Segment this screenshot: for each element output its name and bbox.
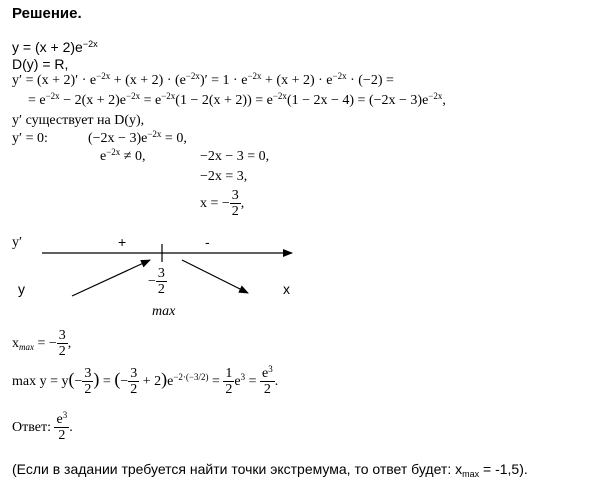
xmax-b: = − (34, 336, 57, 352)
answer-num (54, 412, 69, 428)
answer-base: e (56, 412, 63, 427)
note-sub: max (462, 469, 480, 479)
maxy-e-exp: −2·(−3/2) (173, 372, 209, 383)
d2-c: = e (140, 93, 162, 108)
d2-b: − 2(x + 2)e (59, 93, 127, 108)
zero-equation-3: −2x = 3, (200, 169, 248, 184)
xmax-c: , (67, 336, 72, 352)
sign-x-label: x (283, 281, 290, 297)
maxy-d: = (208, 374, 224, 390)
maxy-arg-den: 2 (84, 382, 92, 398)
answer-den: 2 (58, 428, 66, 444)
z1-b: = 0, (161, 131, 187, 146)
d1-e4: −2x (332, 71, 347, 81)
maxy-arg-num: 3 (84, 366, 92, 381)
maxy-c-den: 2 (130, 382, 138, 398)
xmax-den: 2 (58, 344, 66, 360)
maxy-h-num: 1 (225, 366, 233, 381)
decreasing-arrow (182, 260, 248, 293)
maxy-arg-frac (82, 366, 93, 398)
z4-den: 2 (231, 204, 239, 220)
z4-num: 3 (231, 188, 239, 203)
d1-b: + (x + 2) · (e (110, 73, 186, 88)
d2-e3: −2x (161, 91, 176, 101)
ne-e: −2x (106, 147, 121, 157)
maxy-lp2: ( (114, 369, 121, 390)
answer-end: . (69, 420, 73, 436)
maxy-c-rest: + 2 (139, 374, 162, 390)
solution-heading: Решение. (12, 5, 82, 22)
d1-e1: −2x (96, 71, 111, 81)
increasing-arrow (72, 260, 150, 296)
maxy-c-num: 3 (130, 366, 138, 381)
domain-line: D(y) = R, (12, 56, 69, 72)
cp-den: 2 (157, 282, 165, 298)
answer-label: Ответ: (12, 420, 55, 436)
max-label: max (152, 304, 176, 319)
d2-e5: −2x (428, 91, 443, 101)
maxy-lp1: ( (68, 369, 75, 390)
maxy-f: = (245, 374, 261, 390)
z1-a: (−2x − 3)e (88, 131, 148, 146)
sign-yprime-label: y′ (12, 235, 23, 250)
d1-c: )′ = 1 · e (199, 73, 248, 88)
sign-y-label: y (18, 281, 25, 297)
answer-frac (54, 412, 69, 444)
maxy-r-frac (260, 366, 275, 398)
maxy-arg-minus: − (74, 374, 83, 390)
zero-label: y′ = 0: (12, 131, 48, 146)
d1-d: + (x + 2) · e (261, 73, 333, 88)
note-text: (Если в задании требуется найти точки экстремума, то ответ будет: x (12, 461, 463, 477)
extremum-note (12, 461, 528, 479)
maxy-h-den: 2 (225, 382, 233, 398)
maxy-e3: e (234, 374, 241, 390)
maxy-r-num (260, 366, 275, 382)
d2-e1: −2x (45, 91, 60, 101)
cp-minus: − (148, 274, 156, 290)
maxy-g: . (274, 374, 279, 390)
derivative-exists-line: y′ существует на D(y), (12, 113, 145, 128)
d2-e4: −2x (272, 91, 287, 101)
function-text: y = (x + 2)e (12, 39, 83, 55)
cp-frac (156, 266, 167, 298)
maxy-h-frac (223, 366, 234, 398)
d2-g: , (442, 93, 446, 108)
maxy-rp2: ) (161, 369, 168, 390)
xmax-sub: max (19, 342, 34, 353)
maxy-c-frac (128, 366, 139, 398)
sign-plus: + (118, 234, 127, 250)
maxy-line (12, 366, 278, 398)
d2-e2: −2x (126, 91, 141, 101)
xmax-frac (57, 328, 68, 360)
maxy-r-base: e (262, 366, 269, 381)
sign-minus: - (205, 234, 210, 250)
d1-f: · (−2) = (346, 73, 394, 88)
function-exponent: −2x (82, 39, 98, 49)
d2-f: (1 − 2x − 4) = (−2x − 3)e (286, 93, 429, 108)
ne-a: e (100, 149, 107, 164)
maxy-b: = (99, 374, 115, 390)
z4-b: , (240, 196, 245, 212)
note-end: = -1,5). (479, 461, 528, 477)
maxy-r-exp: 3 (268, 364, 273, 374)
cp-num: 3 (157, 266, 165, 281)
xmax-line (12, 328, 71, 360)
maxy-rp1: ) (93, 369, 100, 390)
xmax-a: x (12, 336, 19, 352)
zero-equation-2: −2x − 3 = 0, (200, 149, 270, 164)
d1-e2: −2x (185, 71, 200, 81)
d1-a: y′ = (x + 2)′ · e (12, 73, 97, 88)
maxy-c-minus: − (120, 374, 129, 390)
maxy-e-base: e (167, 374, 174, 390)
d2-a: = e (28, 93, 46, 108)
ne-b: ≠ 0, (120, 149, 146, 164)
answer-exp: 3 (62, 410, 68, 420)
d1-e3: −2x (247, 71, 262, 81)
maxy-e3-exp: 3 (240, 372, 246, 383)
xmax-num: 3 (58, 328, 66, 343)
z4-a: x = − (200, 196, 230, 212)
z1-e: −2x (147, 129, 162, 139)
maxy-a: max y = y (12, 374, 69, 390)
maxy-r-den: 2 (263, 382, 271, 398)
answer-line (12, 412, 73, 444)
d2-d: (1 − 2(x + 2)) = e (175, 93, 273, 108)
critical-point-label (148, 266, 167, 298)
